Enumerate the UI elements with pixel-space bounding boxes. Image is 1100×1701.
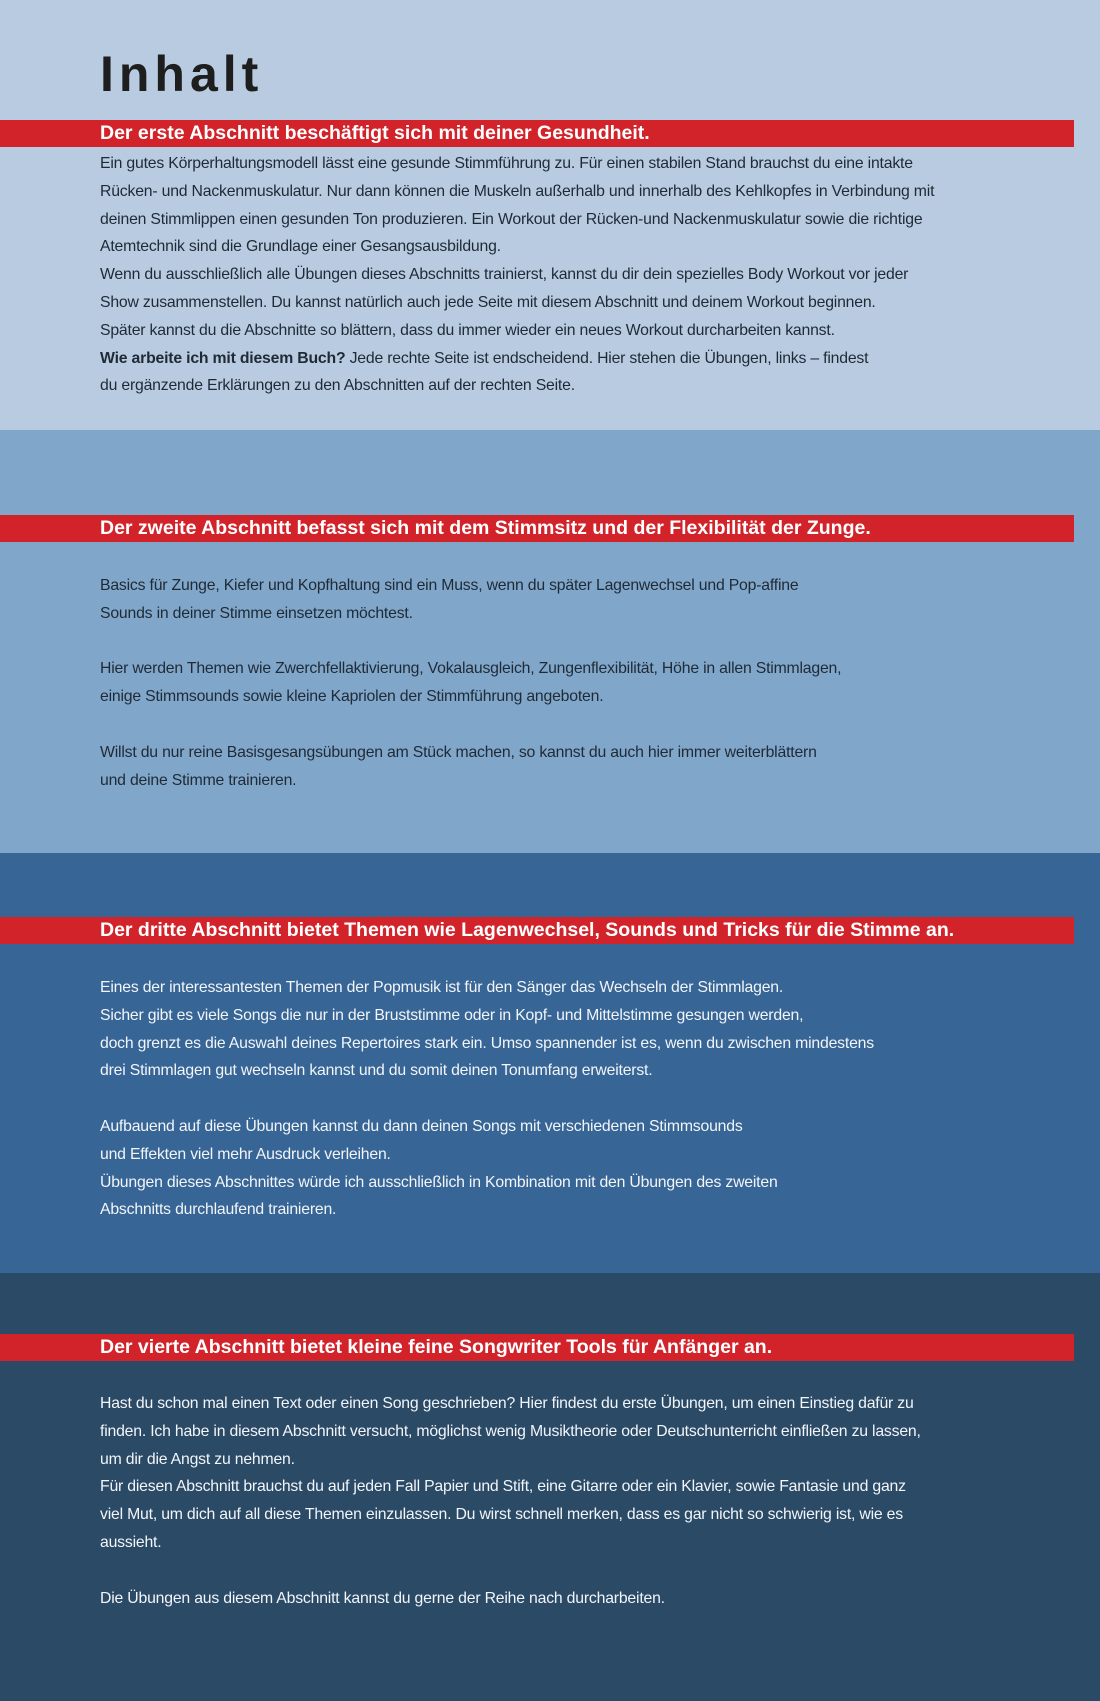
section-3-line: Sicher gibt es viele Songs die nur in der Bruststimme oder in Kopf- und Mittelstimme gesungen werden, [100,1006,804,1024]
section-4-line: Die Übungen aus diesem Abschnitt kannst du gerne der Reihe nach durcharbeiten. [100,1589,665,1607]
paragraph-gap [100,628,1040,656]
section-3-line: und Effekten viel mehr Ausdruck verleihen. [100,1145,391,1163]
section-1-line: Show zusammenstellen. Du kannst natürlich auch jede Seite mit diesem Abschnitt und deinem Workout beginnen. [100,293,876,311]
section-3-heading: Der dritte Abschnitt bietet Themen wie Lagenwechsel, Sounds und Tricks für die Stimme an. [0,917,1074,944]
section-1-line: deinen Stimmlippen einen gesunden Ton produzieren. Ein Workout der Rücken-und Nackenmuskulatur sowie die richtige [100,210,923,228]
question-rest: Jede rechte Seite ist endscheidend. Hier stehen die Übungen, links – findest [345,349,869,367]
section-4-line: Hast du schon mal einen Text oder einen Song geschrieben? Hier findest du erste Übungen, um einen Einstieg dafür zu [100,1395,914,1412]
section-4-heading: Der vierte Abschnitt bietet kleine feine Songwriter Tools für Anfänger an. [0,1334,1074,1361]
section-2-text [100,572,1040,794]
section-4-line: viel Mut, um dich auf all diese Themen einzulassen. Du wirst schnell merken, dass es gar nicht so schwierig ist, wie es [100,1506,903,1524]
section-2-line: Hier werden Themen wie Zwerchfellaktivierung, Vokalausgleich, Zungenflexibilität, Höhe in allen Stimmlagen, [100,660,842,678]
paragraph-gap [100,1085,1040,1113]
section-3-line: doch grenzt es die Auswahl deines Repertoires stark ein. Umso spannender ist es, wenn du zwischen mindestens [100,1034,874,1052]
section-2-line: und deine Stimme trainieren. [100,771,297,789]
section-1-text [100,150,1040,400]
section-1-line: Atemtechnik sind die Grundlage einer Gesangsausbildung. [100,238,501,256]
section-3-text [100,974,1040,1224]
paragraph-gap [100,711,1040,739]
bold-question: Wie arbeite ich mit diesem Buch? [100,349,346,367]
section-4-line: um dir die Angst zu nehmen. [100,1450,295,1468]
section-2-heading: Der zweite Abschnitt befasst sich mit dem Stimmsitz und der Flexibilität der Zunge. [0,515,1074,542]
section-4-line: finden. Ich habe in diesem Abschnitt versucht, möglichst wenig Musiktheorie oder Deutschunterricht einfließen zu lassen, [100,1422,921,1440]
section-2-line: Sounds in deiner Stimme einsetzen möchtest. [100,604,413,622]
section-1-line: du ergänzende Erklärungen zu den Abschnitten auf der rechten Seite. [100,377,575,395]
section-4-line: Für diesen Abschnitt brauchst du auf jeden Fall Papier und Stift, eine Gitarre oder ein Klavier, sowie Fantasie und ganz [100,1478,906,1496]
section-1-line: Ein gutes Körperhaltungsmodell lässt eine gesunde Stimmführung zu. Für einen stabilen Stand brauchst du eine intakte [100,155,913,172]
section-3-line: Abschnitts durchlaufend trainieren. [100,1201,337,1219]
section-1-line: Später kannst du die Abschnitte so blättern, dass du immer wieder ein neues Workout durcharbeiten kannst. [100,321,835,339]
section-4-text [100,1390,1040,1612]
page-title: Inhalt [100,46,264,102]
section-1-line: Rücken- und Nackenmuskulatur. Nur dann können die Muskeln außerhalb und innerhalb des Kehlkopfes in Verbindung mit [100,182,935,200]
section-4-line: aussieht. [100,1533,162,1551]
section-3-line: Übungen dieses Abschnittes würde ich ausschließlich in Kombination mit den Übungen des zweiten [100,1173,778,1191]
section-1-question-line [100,345,1040,373]
section-3-line: drei Stimmlagen gut wechseln kannst und du somit deinen Tonumfang erweiterst. [100,1062,653,1080]
section-3-line: Eines der interessantesten Themen der Popmusik ist für den Sänger das Wechseln der Stimmlagen. [100,979,784,996]
section-1-heading: Der erste Abschnitt beschäftigt sich mit deiner Gesundheit. [0,120,1074,147]
section-3-line: Aufbauend auf diese Übungen kannst du dann deinen Songs mit verschiedenen Stimmsounds [100,1117,743,1135]
section-2-line: einige Stimmsounds sowie kleine Kapriolen der Stimmführung angeboten. [100,688,604,706]
section-1-line: Wenn du ausschließlich alle Übungen dieses Abschnitts trainierst, kannst du dir dein spezielles Body Workout vor jeder [100,266,909,284]
section-2-line: Willst du nur reine Basisgesangsübungen am Stück machen, so kannst du auch hier immer weiterblättern [100,743,817,761]
paragraph-gap [100,1557,1040,1585]
section-2-line: Basics für Zunge, Kiefer und Kopfhaltung sind ein Muss, wenn du später Lagenwechsel und Pop-affine [100,577,799,594]
